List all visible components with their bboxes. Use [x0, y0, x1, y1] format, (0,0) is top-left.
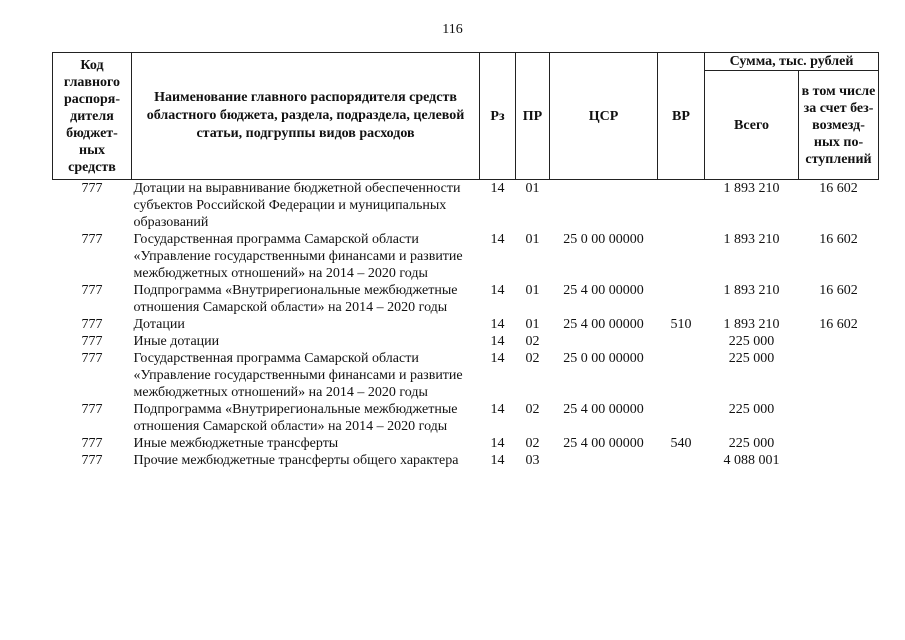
- cell-rz: 14: [490, 283, 505, 298]
- table-row: [53, 333, 879, 350]
- cell-free: 16 602: [819, 181, 858, 196]
- budget-table: [52, 52, 879, 469]
- cell-total: 1 893 210: [723, 232, 780, 247]
- header-sum: Сумма, тыс. рублей: [705, 53, 879, 71]
- cell-name: Иные дотации: [133, 334, 220, 349]
- cell-free: 16 602: [819, 232, 858, 247]
- cell-free: [799, 333, 879, 350]
- cell-code: 777: [81, 232, 103, 247]
- header-pr: ПР: [516, 53, 550, 180]
- cell-csr: [550, 333, 658, 350]
- cell-csr: 25 4 00 00000: [563, 402, 644, 417]
- cell-name: Прочие межбюджетные трансферты общего характера: [133, 453, 459, 468]
- cell-pr: 02: [525, 334, 540, 349]
- cell-csr: 25 4 00 00000: [563, 283, 644, 298]
- cell-free: [799, 401, 879, 435]
- cell-total: 225 000: [728, 402, 775, 417]
- cell-pr: 01: [525, 317, 540, 332]
- cell-free: 16 602: [819, 317, 858, 332]
- cell-rz: 14: [490, 181, 505, 196]
- cell-csr: [550, 452, 658, 469]
- table-row: [53, 231, 879, 282]
- cell-csr: 25 4 00 00000: [563, 317, 644, 332]
- cell-name: Дотации на выравнивание бюджетной обеспеченности субъектов Российской Федерации и муниципальных образований: [133, 181, 461, 230]
- cell-rz: 14: [490, 334, 505, 349]
- cell-vr: 540: [670, 436, 692, 451]
- cell-rz: 14: [490, 436, 505, 451]
- header-vr: ВР: [658, 53, 705, 180]
- cell-pr: 02: [525, 351, 540, 366]
- cell-csr: [550, 180, 658, 232]
- table-row: [53, 282, 879, 316]
- cell-name: Государственная программа Самарской области «Управление государственными финансами и развитие межбюджетных отношений» на 2014 – 2020 годы: [133, 351, 463, 400]
- cell-name: Подпрограмма «Внутрирегиональные межбюджетные отношения Самарской области» на 2014 – 2020 годы: [133, 402, 458, 434]
- header-free: в том числе за счет без-возмезд-ных по-ступлений: [799, 71, 879, 180]
- cell-rz: 14: [490, 351, 505, 366]
- cell-total: 1 893 210: [723, 317, 780, 332]
- cell-total: 1 893 210: [723, 283, 780, 298]
- cell-pr: 01: [525, 181, 540, 196]
- cell-total: 225 000: [728, 436, 775, 451]
- cell-pr: 01: [525, 283, 540, 298]
- cell-name: Дотации: [133, 317, 185, 332]
- cell-rz: 14: [490, 317, 505, 332]
- cell-code: 777: [81, 351, 103, 366]
- cell-csr: 25 4 00 00000: [563, 436, 644, 451]
- cell-pr: 03: [525, 453, 540, 468]
- table-row: [53, 435, 879, 452]
- cell-vr: [658, 333, 705, 350]
- cell-vr: [658, 231, 705, 282]
- header-rz: Рз: [480, 53, 516, 180]
- cell-code: 777: [81, 317, 103, 332]
- cell-free: 16 602: [819, 283, 858, 298]
- header-total: Всего: [705, 71, 799, 180]
- table-row: [53, 350, 879, 401]
- cell-rz: 14: [490, 453, 505, 468]
- cell-total: 225 000: [728, 334, 775, 349]
- page-number: 116: [442, 22, 463, 37]
- cell-code: 777: [81, 181, 103, 196]
- cell-vr: [658, 452, 705, 469]
- cell-rz: 14: [490, 232, 505, 247]
- cell-pr: 02: [525, 402, 540, 417]
- cell-free: [799, 350, 879, 401]
- cell-free: [799, 435, 879, 452]
- cell-vr: [658, 282, 705, 316]
- header-csr: ЦСР: [550, 53, 658, 180]
- table-row: [53, 316, 879, 333]
- cell-code: 777: [81, 334, 103, 349]
- cell-free: [799, 452, 879, 469]
- cell-name: Иные межбюджетные трансферты: [133, 436, 339, 451]
- cell-pr: 02: [525, 436, 540, 451]
- cell-vr: 510: [670, 317, 692, 332]
- cell-vr: [658, 401, 705, 435]
- cell-name: Подпрограмма «Внутрирегиональные межбюджетные отношения Самарской области» на 2014 – 2020 годы: [133, 283, 458, 315]
- cell-name: Государственная программа Самарской области «Управление государственными финансами и развитие межбюджетных отношений» на 2014 – 2020 годы: [133, 232, 463, 281]
- cell-csr: 25 0 00 00000: [563, 351, 644, 366]
- header-name: Наименование главного распорядителя средств областного бюджета, раздела, подраздела, целевой статьи, подгруппы видов расходов: [132, 53, 480, 180]
- table-row: [53, 401, 879, 435]
- cell-code: 777: [81, 402, 103, 417]
- header-code: Код главного распоря-дителя бюджет-ных средств: [53, 53, 132, 180]
- cell-code: 777: [81, 453, 103, 468]
- cell-vr: [658, 180, 705, 232]
- table-row: [53, 180, 879, 232]
- cell-code: 777: [81, 283, 103, 298]
- cell-total: 4 088 001: [723, 453, 780, 468]
- cell-pr: 01: [525, 232, 540, 247]
- cell-total: 1 893 210: [723, 181, 780, 196]
- cell-rz: 14: [490, 402, 505, 417]
- cell-csr: 25 0 00 00000: [563, 232, 644, 247]
- cell-code: 777: [81, 436, 103, 451]
- cell-vr: [658, 350, 705, 401]
- table-row: [53, 452, 879, 469]
- cell-total: 225 000: [728, 351, 775, 366]
